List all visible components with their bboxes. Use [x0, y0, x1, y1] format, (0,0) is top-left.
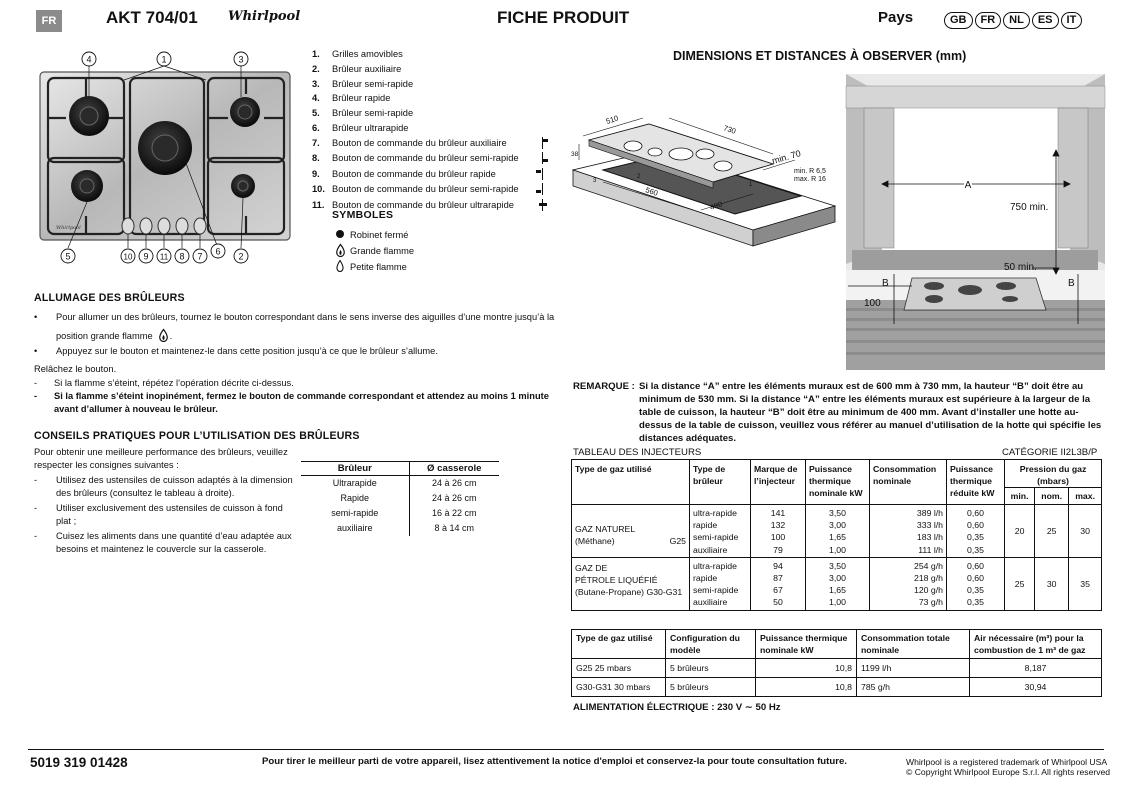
table-header: Brûleur — [301, 462, 409, 476]
footer-message: Pour tirer le meilleur parti de votre appareil, lisez attentivement la notice d'emploi et conservez-la pour toute consultation future. — [262, 756, 847, 767]
table-header: Type de gaz utilisé — [572, 630, 666, 659]
table-header: Ø casserole — [409, 462, 499, 476]
small-flame-icon — [336, 260, 344, 272]
table-header: nom. — [1035, 488, 1069, 505]
table-header: Configuration du modèle — [666, 630, 756, 659]
remark-note: REMARQUE : Si la distance “A” entre les éléments muraux est de 600 mm à 730 mm, la hauteur “B” doit être au minimum de 530 mm. Si la distance “A” entre les éléments muraux est supérieure à la largeur de la table de cuisson, la hauteur “B” doit être au minimum de 400 mm. Avant d’installer une hotte au-dessus de la table de cuisson, veuillez vous référer au manuel d’utilisation de la hotte qui spécifie les distances adéquates. — [573, 381, 1102, 444]
table-row: G25 25 mbars 5 brûleurs 10,8 1199 l/h 8,187 — [572, 659, 1102, 678]
callout-1: 1 — [161, 54, 167, 65]
dim-480: 480 — [708, 199, 724, 212]
list-item: 9. Bouton de commande du brûleur rapide — [312, 166, 552, 182]
closed-valve-icon — [336, 230, 344, 238]
list-item: 5. Brûleur semi-rapide — [312, 108, 414, 119]
table-row: semi-rapide 16 à 22 cm — [301, 506, 499, 521]
list-item: 2. Brûleur auxiliaire — [312, 64, 402, 75]
release-text: Relâchez le bouton. — [34, 364, 117, 374]
callout-9: 9 — [143, 251, 149, 262]
callout-2: 2 — [238, 251, 244, 262]
list-item: 8. Bouton de commande du brûleur semi-rapide — [312, 151, 552, 167]
dim-38: 38 — [571, 151, 579, 158]
injector-table — [571, 459, 1102, 611]
hob-brand-mark: Whirlpool — [56, 225, 81, 231]
table-row: G30-G31 30 mbars 5 brûleurs 10,8 785 g/h 30,94 — [572, 678, 1102, 697]
callout-4: 4 — [86, 54, 92, 65]
table-header: Marque de l’injecteur — [751, 460, 806, 505]
pays-label: Pays — [878, 9, 914, 26]
conseils-text: Pour obtenir une meilleure performance des brûleurs, veuillez respecter les consignes suivantes : - Utilisez des ustensiles de cuisson adaptés à la dimension des brûleurs (consultez le tableau à droite). - Utiliser exclusivement des ustensiles de cuisson à fond plat ; - Cuisez les aliments dans une quantité d’eau adaptée aux besoins et maintenez le couvercle sur la casserole. — [34, 447, 293, 554]
symbols-title: SYMBOLES — [332, 209, 394, 221]
callout-3: 3 — [238, 54, 244, 65]
knob-position-icon — [534, 137, 552, 149]
installation-clearance-drawing — [846, 74, 1105, 370]
table-row: GAZ DE PÉTROLE LIQUÉFIÉ (Butane-Propane) G30-G31 ultra-rapide rapide semi-rapide auxiliaire 94 87 67 50 3,50 3,00 1,65 1,00 254 g/h 218 g/h 120 g/h 73 g/h 0,60 0,60 0,35 0,35 25 30 35 — [572, 557, 1102, 610]
hob-top-view-illustration — [34, 48, 298, 268]
trademark-notice: Whirlpool is a registered trademark of Whirlpool USA © Copyright Whirlpool Europe S.r.l. All rights reserved — [906, 757, 1111, 777]
list-item: Grande flamme — [336, 243, 414, 259]
dim-A: A — [964, 180, 972, 191]
callout-11: 11 — [159, 252, 169, 262]
knob-position-icon — [534, 199, 552, 211]
list-item: 3. Brûleur semi-rapide — [312, 78, 414, 89]
list-item: Robinet fermé — [336, 227, 414, 243]
dim-50-min: 50 min. — [1004, 262, 1037, 273]
dim-2: 2 — [637, 174, 641, 180]
large-flame-icon — [159, 329, 168, 342]
list-item: 7. Bouton de commande du brûleur auxiliaire — [312, 135, 552, 151]
table-header: Type de gaz utilisé — [572, 460, 690, 505]
country-list — [944, 12, 1082, 29]
power-supply: ALIMENTATION ÉLECTRIQUE : 230 V ∼ 50 Hz — [573, 702, 781, 713]
dim-1: 1 — [749, 182, 753, 188]
dim-B-left: B — [882, 278, 889, 289]
callout-5: 5 — [65, 251, 71, 262]
symbols-list — [336, 227, 414, 275]
brand-logo: Whirlpool — [228, 9, 301, 24]
knob-position-icon — [534, 152, 552, 164]
callout-8: 8 — [179, 251, 185, 262]
list-item: 10. Bouton de commande du brûleur semi-rapide — [312, 182, 552, 198]
dim-B-right: B — [1068, 278, 1075, 289]
table-header: Type de brûleur — [690, 460, 751, 505]
dim-560: 560 — [644, 185, 660, 198]
dimensions-title: DIMENSIONS ET DISTANCES À OBSERVER (mm) — [673, 49, 967, 63]
gas-category: CATÉGORIE II2L3B/P — [1002, 447, 1098, 458]
conseils-title: CONSEILS PRATIQUES POUR L’UTILISATION DES BRÛLEURS — [34, 430, 360, 442]
energy-table — [571, 629, 1102, 697]
table-header: Puissance thermique nominale kW — [806, 460, 870, 505]
allumage-notes: - Si la flamme s’éteint, répétez l’opération décrite ci-dessus. - Si la flamme s’éteint inopinément, fermez le bouton de commande correspondant et attendez au moins 1 minute avant d’allumer à nouveau le brûleur. — [34, 378, 549, 414]
table-header: Puissance thermique nominale kW — [756, 630, 857, 659]
injector-table-title: TABLEAU DES INJECTEURS — [573, 447, 702, 458]
model-number: AKT 704/01 — [106, 8, 198, 27]
table-header: Consommation totale nominale — [857, 630, 970, 659]
callout-7: 7 — [197, 251, 203, 262]
table-header: Puissance thermique réduite kW — [947, 460, 1005, 505]
dim-max-r16: max. R 16 — [794, 176, 826, 183]
allumage-instructions: • Pour allumer un des brûleurs, tournez le bouton correspondant dans le sens inverse des aiguilles d’une montre jusqu’à la position grande flamme . • Appuyez sur le bouton et maintenez-le dans cette position jusqu’à ce que le brûleur s’allume. — [34, 312, 555, 356]
list-item: 11. Bouton de commande du brûleur ultrarapide — [312, 197, 552, 213]
knob-position-icon — [534, 168, 552, 180]
dim-730: 730 — [722, 123, 738, 136]
list-item: 6. Brûleur ultrarapide — [312, 122, 409, 133]
country-es[interactable]: ES — [1032, 12, 1059, 29]
footer-divider — [28, 749, 1104, 750]
page-title: FICHE PRODUIT — [497, 8, 630, 27]
list-item: 4. Brûleur rapide — [312, 93, 391, 104]
table-header: Consommation nominale — [870, 460, 947, 505]
table-header: max. — [1069, 488, 1102, 505]
dim-min-70: min. 70 — [770, 148, 802, 166]
dim-3: 3 — [593, 178, 597, 184]
callout-10: 10 — [123, 252, 133, 262]
dim-100: 100 — [864, 298, 881, 309]
product-code: 5019 319 01428 — [30, 755, 128, 770]
table-row: Rapide 24 à 26 cm — [301, 491, 499, 506]
list-item: 1. Grilles amovibles — [312, 49, 403, 60]
country-nl[interactable]: NL — [1003, 12, 1030, 29]
pan-size-table — [301, 461, 499, 536]
dim-510: 510 — [604, 113, 620, 126]
large-flame-icon — [336, 244, 345, 257]
dim-min-r65: min. R 6,5 — [794, 168, 826, 175]
table-row: GAZ NATUREL (Méthane) G25 ultra-rapide rapide semi-rapide auxiliaire 141 132 100 79 3,50 3,00 1,65 1,00 389 l/h 333 l/h 183 l/h 111 l/h 0,60 0,60 0,35 0,35 20 25 30 — [572, 505, 1102, 558]
table-header: Air nécessaire (m³) pour la combustion de 1 m³ de gaz — [970, 630, 1102, 659]
table-row: auxiliaire 8 à 14 cm — [301, 521, 499, 536]
callout-6: 6 — [215, 246, 221, 257]
country-fr[interactable]: FR — [975, 12, 1002, 29]
language-badge: FR — [36, 10, 62, 32]
country-it[interactable]: IT — [1061, 12, 1083, 29]
table-header: Pression du gaz (mbars) — [1005, 460, 1102, 488]
country-gb[interactable]: GB — [944, 12, 973, 29]
list-item: Petite flamme — [336, 259, 414, 275]
table-header: min. — [1005, 488, 1035, 505]
table-row: Ultrarapide 24 à 26 cm — [301, 476, 499, 491]
hob-dimension-drawing — [573, 110, 835, 256]
dim-750-min: 750 min. — [1010, 202, 1049, 213]
parts-list — [312, 47, 552, 213]
knob-position-icon — [534, 183, 552, 195]
allumage-title: ALLUMAGE DES BRÛLEURS — [34, 292, 185, 304]
